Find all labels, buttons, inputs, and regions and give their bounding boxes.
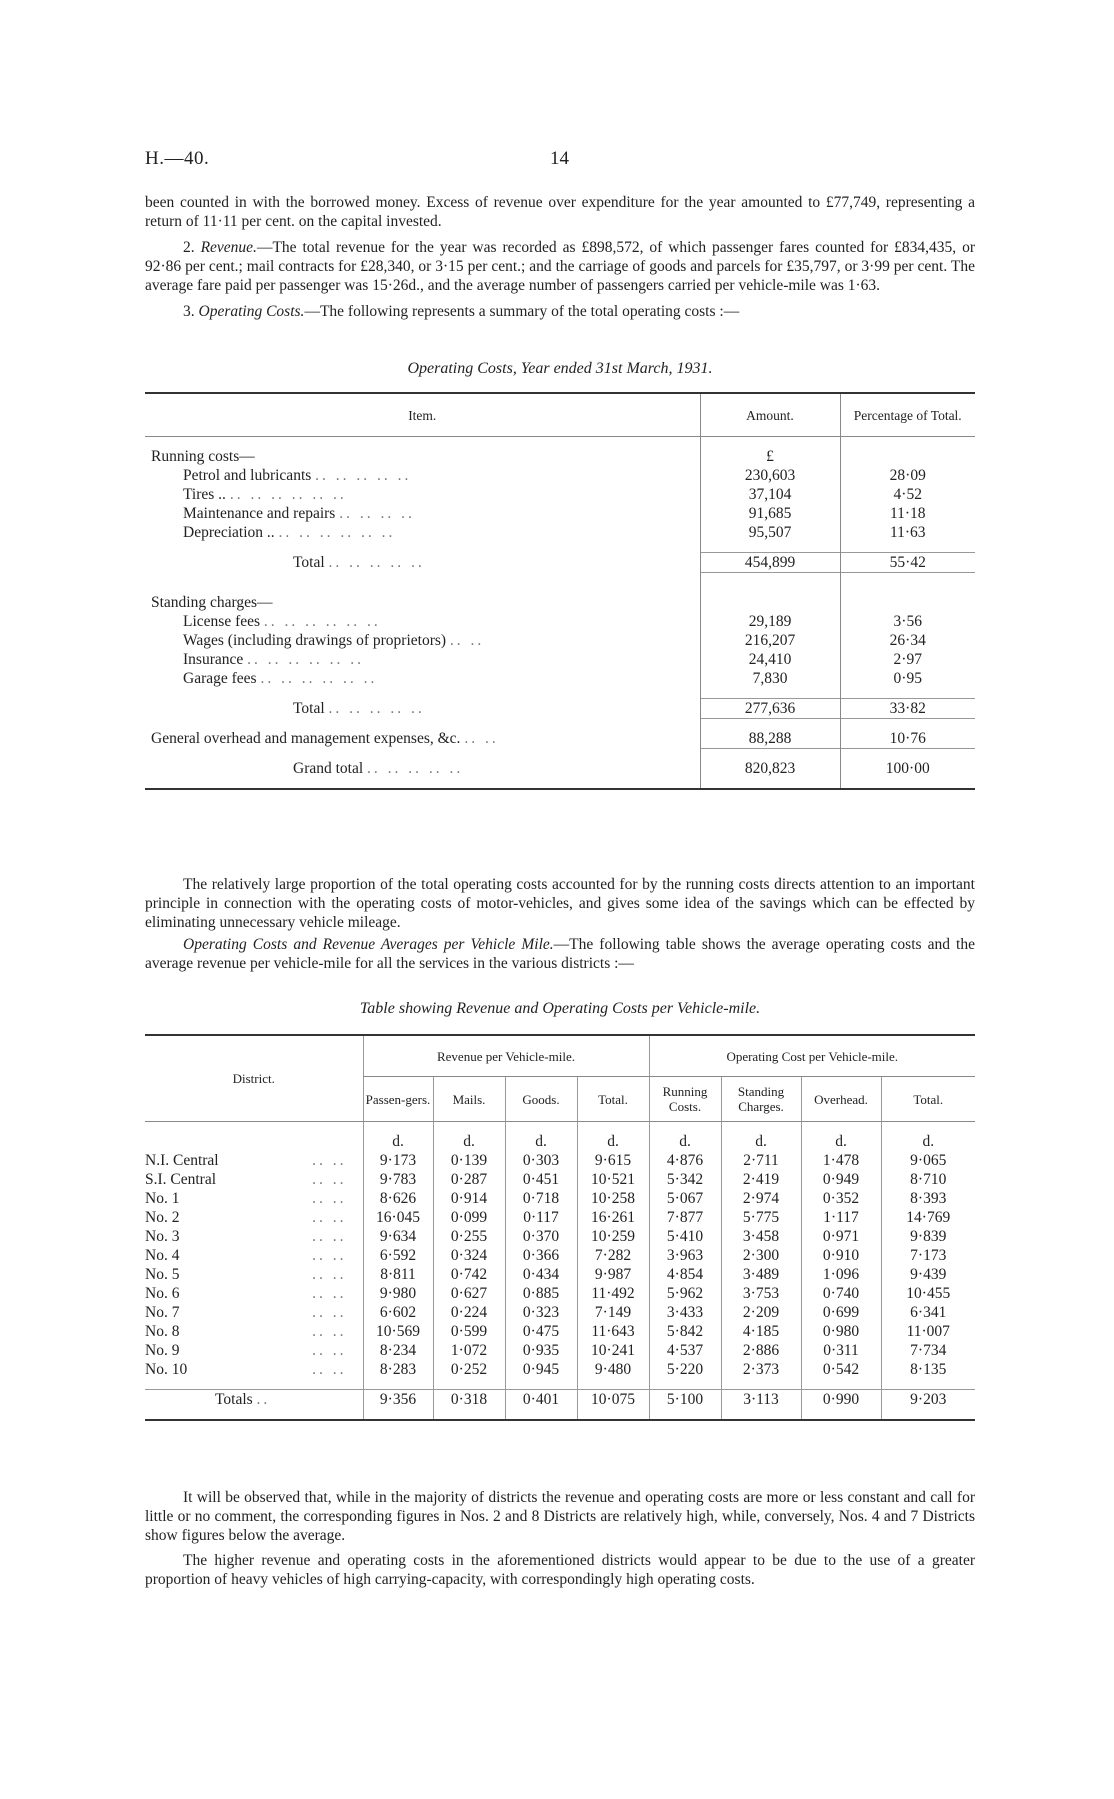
cell-value: 9·480 — [577, 1360, 649, 1379]
col-standing-charges: Standing Charges. — [721, 1077, 801, 1122]
table1-bottom-rule — [145, 788, 975, 790]
table-row — [145, 1208, 975, 1227]
cell-value: 16·045 — [363, 1208, 433, 1227]
table-row — [145, 1303, 975, 1322]
table-row: Wages (including drawings of proprietors) .. .. 216,207 26·34 — [145, 631, 975, 650]
cell-value: 9·980 — [363, 1284, 433, 1303]
cell-value: 4·185 — [721, 1322, 801, 1341]
col-revenue-total: Total. — [577, 1077, 649, 1122]
cell-value: 0·323 — [505, 1303, 577, 1322]
amount-unit: £ — [700, 447, 840, 466]
cell-value: 0·971 — [801, 1227, 881, 1246]
cell-value: 2·974 — [721, 1189, 801, 1208]
table-row: Maintenance and repairs .. .. .. .. 91,685 11·18 — [145, 504, 975, 523]
cell-value: 7·282 — [577, 1246, 649, 1265]
table-row — [145, 1170, 975, 1189]
cell-value: 0·255 — [433, 1227, 505, 1246]
district-name: No. 4 .. .. — [145, 1247, 347, 1264]
cell-value: 1·117 — [801, 1208, 881, 1227]
running-costs-heading-row: Running costs— £ — [145, 447, 975, 466]
cell-value: 10·521 — [577, 1170, 649, 1189]
unit-row: d. d. d. d. d. d. d. d. — [145, 1132, 975, 1151]
cell-value: 0·627 — [433, 1284, 505, 1303]
cell-value: 0·324 — [433, 1246, 505, 1265]
table-row — [145, 1189, 975, 1208]
page-number: 14 — [550, 148, 569, 169]
cell-value: 0·914 — [433, 1189, 505, 1208]
cell-value: 2·886 — [721, 1341, 801, 1360]
standing-charges-heading-row: Standing charges— — [145, 593, 975, 612]
cell-value: 10·241 — [577, 1341, 649, 1360]
table2-bottom-rule — [145, 1419, 975, 1421]
cell-value: 8·811 — [363, 1265, 433, 1284]
paragraph-observation: It will be observed that, while in the majority of districts the revenue and operating costs are more or less constant and call for little or no comment, the corresponding figures in Nos. 2 and 8 Districts are relatively high, while, conversely, Nos. 4 and 7 Districts show figures below the average. — [145, 1489, 975, 1544]
cell-value: 5·775 — [721, 1208, 801, 1227]
averages-label: Operating Costs and Revenue Averages per Vehicle Mile. — [183, 936, 554, 953]
cell-value: 2·711 — [721, 1151, 801, 1170]
grand-total-row: Grand total .. .. .. .. .. 820,823 100·00 — [145, 759, 975, 778]
paragraph-averages: Operating Costs and Revenue Averages per Vehicle Mile.—The following table shows the average operating costs and the average revenue per vehicle-mile for all the services in the various districts :— — [145, 936, 975, 972]
cell-value: 0·370 — [505, 1227, 577, 1246]
cell-value: 0·599 — [433, 1322, 505, 1341]
cell-value: 9·987 — [577, 1265, 649, 1284]
cell-value: 16·261 — [577, 1208, 649, 1227]
cell-value: 7·173 — [881, 1246, 975, 1265]
table-row: Insurance .. .. .. .. .. .. 24,410 2·97 — [145, 650, 975, 669]
district-name: No. 10 .. .. — [145, 1361, 347, 1378]
cell-value: 0·099 — [433, 1208, 505, 1227]
cell-value: 11·492 — [577, 1284, 649, 1303]
cell-value: 1·072 — [433, 1341, 505, 1360]
paragraph-revenue: 2. Revenue.—The total revenue for the year was recorded as £898,572, of which passenger fares counted for £834,435, or 92·86 per cent.; mail contracts for £28,340, or 3·15 per cent.; and the carriage of goods and parcels for £35,797, or 3·99 per cent. The average fare paid per passenger was 15·26d., and the average number of passengers carried per vehicle-mile was 1·63. — [145, 239, 975, 294]
cell-value: 2·373 — [721, 1360, 801, 1379]
cell-value: 0·139 — [433, 1151, 505, 1170]
district-name: No. 9 .. .. — [145, 1342, 347, 1359]
table-row: License fees .. .. .. .. .. .. 29,189 3·56 — [145, 612, 975, 631]
cell-value: 6·602 — [363, 1303, 433, 1322]
standing-total-row: Total .. .. .. .. .. 277,636 33·82 — [145, 699, 975, 719]
intro-text — [145, 193, 975, 321]
cell-value: 0·945 — [505, 1360, 577, 1379]
paragraph-running-costs: The relatively large proportion of the total operating costs accounted for by the running costs directs attention to an important principle in connection with the operating costs of motor-vehicles, and gives some idea of the savings which can be effected by eliminating unnecessary vehicle mileage. — [145, 876, 975, 931]
cell-value: 8·135 — [881, 1360, 975, 1379]
cell-value: 0·366 — [505, 1246, 577, 1265]
running-total-row: Total .. .. .. .. .. 454,899 55·42 — [145, 553, 975, 573]
cell-value: 5·067 — [649, 1189, 721, 1208]
paragraph-1: been counted in with the borrowed money. Excess of revenue over expenditure for the year amounted to £77,749, representing a return of 11·11 per cent. on the capital invested. — [145, 194, 975, 230]
cell-value: 3·489 — [721, 1265, 801, 1284]
cell-value: 11·007 — [881, 1322, 975, 1341]
cell-value: 7·877 — [649, 1208, 721, 1227]
vehicle-mile-section — [145, 1000, 975, 1421]
cell-value: 0·699 — [801, 1303, 881, 1322]
cell-value: 8·393 — [881, 1189, 975, 1208]
table-row — [145, 1265, 975, 1284]
cell-value: 6·341 — [881, 1303, 975, 1322]
cell-value: 0·224 — [433, 1303, 505, 1322]
amount-header: Amount. — [700, 394, 840, 437]
table2-caption: Table showing Revenue and Operating Costs per Vehicle-mile. — [359, 1000, 761, 1017]
document-reference: H.—40. — [145, 148, 210, 169]
cell-value: 9·839 — [881, 1227, 975, 1246]
item-header: Item. — [145, 394, 700, 437]
cell-value: 10·569 — [363, 1322, 433, 1341]
cell-value: 8·234 — [363, 1341, 433, 1360]
col-cost-total: Total. — [881, 1077, 975, 1122]
cell-value: 1·096 — [801, 1265, 881, 1284]
district-name: No. 5 .. .. — [145, 1266, 347, 1283]
cell-value: 5·842 — [649, 1322, 721, 1341]
cell-value: 0·352 — [801, 1189, 881, 1208]
col-goods: Goods. — [505, 1077, 577, 1122]
cell-value: 9·634 — [363, 1227, 433, 1246]
district-name: No. 7 .. .. — [145, 1304, 347, 1321]
cell-value: 0·475 — [505, 1322, 577, 1341]
mid-text — [145, 875, 975, 973]
cell-value: 9·615 — [577, 1151, 649, 1170]
cell-value: 10·455 — [881, 1284, 975, 1303]
table-row — [145, 1341, 975, 1360]
table-row — [145, 1322, 975, 1341]
revenue-group-header: Revenue per Vehicle-mile. — [363, 1036, 649, 1077]
district-name: N.I. Central .. .. — [145, 1152, 347, 1169]
cell-value: 0·740 — [801, 1284, 881, 1303]
table-row: Garage fees .. .. .. .. .. .. 7,830 0·95 — [145, 669, 975, 688]
cell-value: 8·626 — [363, 1189, 433, 1208]
cell-value: 0·910 — [801, 1246, 881, 1265]
cell-value: 3·433 — [649, 1303, 721, 1322]
col-passengers: Passen-gers. — [363, 1077, 433, 1122]
district-header: District. — [145, 1036, 363, 1122]
cell-value: 0·885 — [505, 1284, 577, 1303]
district-name: No. 8 .. .. — [145, 1323, 347, 1340]
cell-value: 0·980 — [801, 1322, 881, 1341]
paragraph-operating-costs: 3. Operating Costs.—The following represents a summary of the total operating costs :— — [183, 303, 740, 320]
page-header — [145, 148, 975, 178]
table1-caption: Operating Costs, Year ended 31st March, 1931. — [407, 360, 713, 377]
cell-value: 0·287 — [433, 1170, 505, 1189]
cell-value: 9·065 — [881, 1151, 975, 1170]
cell-value: 4·537 — [649, 1341, 721, 1360]
district-name: S.I. Central .. .. — [145, 1171, 347, 1188]
operating-costs-section — [145, 360, 975, 790]
cell-value: 3·963 — [649, 1246, 721, 1265]
table-row — [145, 1151, 975, 1170]
revenue-label: Revenue. — [200, 239, 257, 256]
table-row — [145, 1246, 975, 1265]
cell-value: 1·478 — [801, 1151, 881, 1170]
cell-value: 5·220 — [649, 1360, 721, 1379]
table-row: Depreciation .. .. .. .. .. .. .. 95,507 11·63 — [145, 523, 975, 542]
district-name: No. 3 .. .. — [145, 1228, 347, 1245]
overhead-row: General overhead and management expenses, &c. .. .. 88,288 10·76 — [145, 729, 975, 749]
col-mails: Mails. — [433, 1077, 505, 1122]
operating-costs-table — [145, 394, 975, 788]
cell-value: 3·753 — [721, 1284, 801, 1303]
table-row — [145, 1227, 975, 1246]
cell-value: 0·949 — [801, 1170, 881, 1189]
cell-value: 0·303 — [505, 1151, 577, 1170]
operating-costs-label: Operating Costs. — [198, 303, 305, 320]
cost-group-header: Operating Cost per Vehicle-mile. — [649, 1036, 975, 1077]
cell-value: 0·935 — [505, 1341, 577, 1360]
cell-value: 0·718 — [505, 1189, 577, 1208]
closing-text — [145, 1488, 975, 1589]
cell-value: 14·769 — [881, 1208, 975, 1227]
district-name: No. 2 .. .. — [145, 1209, 347, 1226]
cell-value: 0·117 — [505, 1208, 577, 1227]
cell-value: 0·451 — [505, 1170, 577, 1189]
percentage-header: Percentage of Total. — [840, 394, 975, 437]
col-overhead: Overhead. — [801, 1077, 881, 1122]
cell-value: 2·300 — [721, 1246, 801, 1265]
cell-value: 0·252 — [433, 1360, 505, 1379]
cell-value: 4·876 — [649, 1151, 721, 1170]
table-row: Petrol and lubricants .. .. .. .. .. 230,603 28·09 — [145, 466, 975, 485]
cell-value: 0·311 — [801, 1341, 881, 1360]
cell-value: 2·419 — [721, 1170, 801, 1189]
vehicle-mile-table — [145, 1036, 975, 1419]
cell-value: 10·259 — [577, 1227, 649, 1246]
cell-value: 8·283 — [363, 1360, 433, 1379]
table-row — [145, 1360, 975, 1379]
cell-value: 5·410 — [649, 1227, 721, 1246]
cell-value: 9·783 — [363, 1170, 433, 1189]
cell-value: 10·258 — [577, 1189, 649, 1208]
district-name: No. 6 .. .. — [145, 1285, 347, 1302]
cell-value: 6·592 — [363, 1246, 433, 1265]
cell-value: 8·710 — [881, 1170, 975, 1189]
col-running-costs: Running Costs. — [649, 1077, 721, 1122]
totals-row: Totals .. 9·356 0·318 0·401 10·075 5·100 3·113 0·990 9·203 — [145, 1390, 975, 1410]
cell-value: 5·962 — [649, 1284, 721, 1303]
cell-value: 7·149 — [577, 1303, 649, 1322]
cell-value: 2·209 — [721, 1303, 801, 1322]
cell-value: 7·734 — [881, 1341, 975, 1360]
cell-value: 11·643 — [577, 1322, 649, 1341]
cell-value: 5·342 — [649, 1170, 721, 1189]
cell-value: 0·542 — [801, 1360, 881, 1379]
cell-value: 9·173 — [363, 1151, 433, 1170]
cell-value: 4·854 — [649, 1265, 721, 1284]
cell-value: 0·742 — [433, 1265, 505, 1284]
paragraph-higher-revenue: The higher revenue and operating costs in the aforementioned districts would appear to be due to the use of a greater proportion of heavy vehicles of high carrying-capacity, with correspondingly high operating costs. — [145, 1552, 975, 1588]
district-name: No. 1 .. .. — [145, 1190, 347, 1207]
cell-value: 3·458 — [721, 1227, 801, 1246]
cell-value: 9·439 — [881, 1265, 975, 1284]
table-row: Tires .. .. .. .. .. .. .. 37,104 4·52 — [145, 485, 975, 504]
district-rows — [145, 1151, 975, 1379]
table-row — [145, 1284, 975, 1303]
cell-value: 0·434 — [505, 1265, 577, 1284]
